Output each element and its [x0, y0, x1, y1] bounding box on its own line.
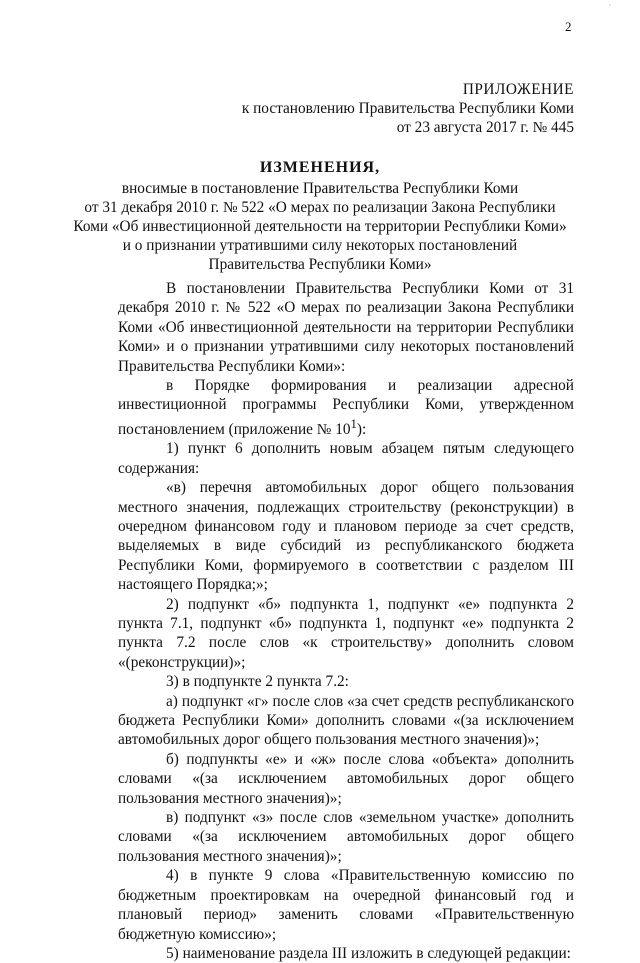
page-number: 2 [565, 19, 572, 34]
changes-subtitle-line: и о признании утратившими силу некоторых постановлений [122, 237, 518, 254]
changes-subtitle-line: вносимые в постановление Правительства Республики Коми [121, 180, 519, 197]
item-3: 3) в подпункте 2 пункта 7.2: [166, 673, 349, 691]
appendix-title: ПРИЛОЖЕНИЕ [462, 81, 574, 98]
scan-mark: ' [609, 3, 611, 14]
changes-heading: ИЗМЕНЕНИЯ, [259, 159, 381, 176]
order-tail: ): [356, 420, 367, 438]
intro-paragraph: В постановлении Правительства Республики Коми от 31 декабря 2010 г. № 522 «О мерах по реализации Закона Республики Коми «Об инвестиционной деятельности на территории Республики Коми» и о признании утратившими силу некоторых постановлений Правительства Республики Коми»: [118, 280, 574, 375]
order-text: в Порядке формирования и реализации адресной инвестиционной программы Республики Коми, утвержденном постановлением (приложение № 10 [118, 377, 574, 438]
order-paragraph [118, 376, 574, 439]
appendix-block [174, 80, 574, 137]
document-body [118, 279, 574, 963]
item-3a: а) подпункт «г» после слов «за счет средств республиканского бюджета Республики Коми» дополнить словами «(за исключением автомобильных дорог общего пользования местного значения)»; [118, 692, 574, 749]
item-4: 4) в пункте 9 слова «Правительственную комиссию по бюджетным проектировкам на очередной финансовый год и плановый период» заменить словами «Правительственную бюджетную комиссию»; [118, 867, 574, 943]
appendix-line: к постановлению Правительства Республики Коми [241, 100, 574, 117]
item-1: 1) пункт 6 дополнить новым абзацем пятым следующего содержания: [118, 440, 574, 477]
item-3c: в) подпункт «з» после слов «земельном участке» дополнить словами «(за исключением автомобильных дорог общего пользования местного значения)»; [118, 809, 574, 865]
item-5: 5) наименование раздела III изложить в следующей редакции: [166, 944, 571, 962]
changes-subtitle-line: Правительства Республики Коми» [208, 256, 432, 273]
changes-subtitle-line: Коми «Об инвестиционной деятельности на территории Республики Коми» [73, 218, 567, 235]
changes-title-block [66, 158, 574, 274]
item-2: 2) подпункт «б» подпункта 1, подпункт «е» подпункта 2 пункта 7.1, подпункт «б» подпункта 1, подпункт «е» подпункта 2 пункта 7.2 после слов «к строительству» дополнить словом «(реконструкции)»; [118, 595, 574, 671]
item-3b: б) подпункты «е» и «ж» после слова «объекта» дополнить словами «(за исключением автомобильных дорог общего пользования местного значения)»; [118, 750, 574, 807]
item-1-quote: «в) перечня автомобильных дорог общего пользования местного значения, подлежащих строительству (реконструкции) в очередном финансовом году и плановом периоде за счет средств, выделяемых в виде субсидий из республиканского бюджета Республики Коми, формируемого в соответствии с разделом III настоящего Порядка;»; [118, 479, 574, 594]
appendix-date-line: от 23 августа 2017 г. № 445 [396, 119, 574, 136]
changes-subtitle-line: от 31 декабря 2010 г. № 522 «О мерах по реализации Закона Республики [84, 199, 556, 216]
order-superscript: 1 [350, 416, 357, 431]
